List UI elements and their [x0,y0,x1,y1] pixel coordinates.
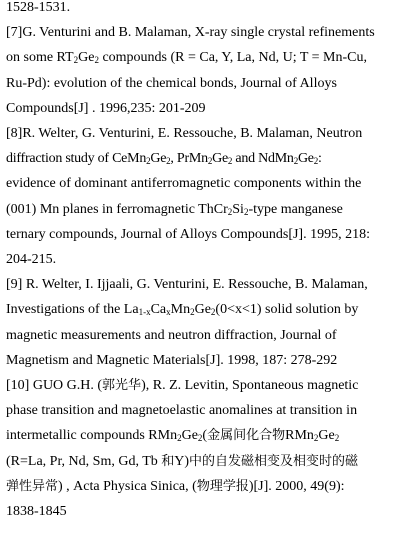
reference-line [6,222,398,247]
text-run: (R=La, Pr, Nd, Sm, Gd, Tb [6,453,162,469]
text-run: GUO G.H. ( [29,378,103,394]
text-run: 1528-1531. [6,0,71,15]
reference-line [6,121,398,146]
reference-line [6,20,398,45]
subscript: 2 [227,156,233,167]
subscript: 2 [243,206,249,217]
reference-line [6,146,398,171]
text-run: ), R. Z. Levitin, Spontaneous magnetic [141,378,359,394]
text-run: Mn [170,302,191,318]
subscript: 2 [146,156,151,167]
text-run: Ge [318,428,335,444]
subscript: 2 [227,206,233,217]
text-run: 弹性异常 [6,478,59,494]
text-run: Compounds [6,100,74,116]
reference-line [6,373,398,398]
reference-line [6,449,398,474]
text-run: . 1998, 187: 278-292 [220,352,338,368]
text-run: Ge [181,428,198,444]
reference-line [6,247,398,272]
text-run: . 1995, 218: [303,226,370,242]
text-run: . 1996,235: 201-209 [88,100,206,116]
reference-line [6,297,398,322]
reference-line [6,71,398,96]
reference-line [6,474,398,499]
text-run: Ge [212,151,228,167]
text-run: evidence of dominant antiferromagnetic components within the [6,176,362,192]
text-run: 金属间化合物 [207,428,286,444]
subscript: 2 [73,55,79,66]
text-run: intermetallic compounds RMn [6,428,178,444]
text-run: compounds (R = Ca, Y, La, Nd, U; T = Mn-Cu, [98,50,367,66]
text-run: diffraction study of CeMn [6,151,147,167]
subscript: 1-x [138,307,151,318]
text-run: -type manganese [248,201,343,217]
reference-entry [6,121,398,272]
reference-line [6,96,398,121]
reference-line [6,423,398,448]
text-run: , PrMn [170,151,208,167]
subscript: x [166,307,171,318]
text-run: Ge [297,151,314,167]
reference-line [6,171,398,196]
text-run: RMn [285,428,314,444]
subscript: 2 [313,433,319,444]
text-run: ( [202,428,208,444]
subscript: 2 [207,156,213,167]
text-run: [J] [73,100,89,116]
text-run: Si [232,201,244,217]
reference-entry [6,272,398,373]
text-run: Investigations of the La [6,302,139,318]
text-run: Magnetism and Magnetic Materials [6,352,206,368]
subscript: 2 [190,307,195,318]
reference-line [6,323,398,348]
text-run: Ru-Pd): evolution of the chemical bonds, Journal of Alloys [6,75,337,91]
text-run: ) , Acta Physica Sinica, ( [58,478,197,494]
subscript: 2 [166,156,171,167]
text-run: 204-215. [6,252,57,268]
subscript: 2 [313,156,319,167]
text-run: (001) Mn planes in ferromagnetic ThCr [6,201,228,217]
text-run: [J] [205,352,221,368]
subscript: 2 [210,307,216,318]
text-run: G. Venturini and B. Malaman, X-ray single crystal refinements [22,25,375,41]
text-run: ternary compounds, Journal of Alloys Compounds [6,226,289,242]
subscript: 2 [293,156,298,167]
text-run: 郭光华 [102,378,142,394]
text-run: Ge [78,50,95,66]
text-run: : [318,151,322,167]
text-run: [J] [288,226,304,242]
reference-fragment [6,0,398,20]
text-run: Ge [150,151,167,167]
text-run: on some RT [6,50,74,66]
text-run: [9] R. Welter, I. Ijjaali, G. Venturini, E. Ressouche, B. Malaman, [6,277,368,293]
subscript: 2 [177,433,182,444]
reference-line [6,272,398,297]
text-run: 中的自发磁相变及相变时的磁 [189,453,359,469]
subscript: 2 [334,433,340,444]
text-run: [J] [253,478,269,494]
text-run: (0<x<1) solid solution by [215,302,359,318]
text-run: R. Welter, G. Venturini, E. Ressouche, B. Malaman, Neutron [22,126,363,142]
text-run: ) [248,478,254,494]
reference-entry [6,20,398,121]
text-run: Ca [150,302,167,318]
text-run: 和 [161,453,175,469]
text-run: and NdMn [232,151,294,167]
text-run: Y) [174,453,190,469]
text-run: phase transition and magnetoelastic anomalines at transition in [6,403,358,419]
reference-line [6,0,398,20]
text-run: . 2000, 49(9): [268,478,345,494]
reference-entry [6,373,398,524]
reference-line [6,499,398,524]
text-run: [7] [6,25,23,41]
reference-line [6,197,398,222]
text-run: 物理学报 [196,478,249,494]
text-run: magnetic measurements and neutron diffraction, Journal of [6,327,337,343]
reference-line [6,398,398,423]
text-run: Ge [194,302,211,318]
reference-line [6,348,398,373]
subscript: 2 [94,55,99,66]
reference-line [6,45,398,70]
text-run: 1838-1845 [6,504,67,520]
text-run: [8] [6,126,23,142]
subscript: 2 [197,433,203,444]
text-run: [10] [6,378,30,394]
